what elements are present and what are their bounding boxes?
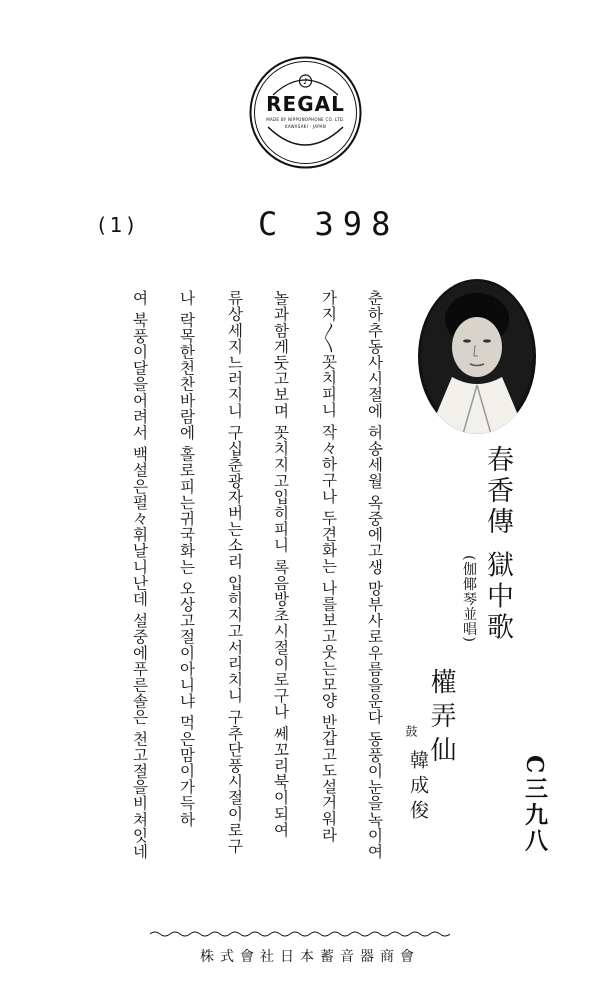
page-number: (1)	[98, 213, 139, 237]
player-name: 韓成俊	[407, 750, 429, 825]
singer-name: 權弄仙	[426, 668, 456, 770]
catalog-number: C 398	[258, 205, 400, 243]
decorative-wave-border	[150, 930, 450, 938]
player-role: 鼓	[404, 725, 418, 737]
brand-location: KAWASAKI · JAPAN	[284, 124, 327, 129]
singer-portrait	[418, 279, 536, 434]
portrait-image	[418, 279, 536, 434]
regal-label-logo	[248, 55, 363, 170]
side-catalog-number: C三九八	[521, 755, 548, 855]
lyric-line-6: 여 북풍이달을어려서 백설은펄々휘날니난데 설중에푸른솔은 천고절을비쳐잇네	[130, 290, 149, 860]
lyric-line-3: 놀과함게둣고보며 꼿치지고입히피니 록음방초시절이로구나 쎄꼬리북이되여	[271, 290, 290, 838]
publisher-footer: 株式會社日本蓄音器商會	[200, 949, 420, 965]
song-subtitle: (伽倻琴並唱)	[461, 555, 477, 643]
lyric-line-2: 가지〱꼿치피니 작々하구나 두견화는 나를보고웃는모양 반갑고도설거워라	[319, 290, 338, 843]
lyric-line-1: 춘하추동사시절에 허송세월 옥중에고생 망부사로우름을운다 동풍이눈을녹이여	[365, 290, 384, 860]
svg-text:♪: ♪	[302, 77, 309, 86]
lyric-line-4: 류상세지느러지니 구십춘광자버는소리 입히지고서리치니 구추단풍시절이로구	[225, 290, 244, 854]
lyric-line-5: 나 락목한천찬바람에 홀로피는귀국화는 오상고절이아니냐 먹은맘이가득하	[177, 290, 196, 828]
brand-maker: MADE BY NIPPONOPHONE CO. LTD.	[266, 117, 345, 122]
song-title: 春香傳 獄中歌	[482, 445, 513, 644]
brand-name: REGAL	[266, 92, 345, 116]
